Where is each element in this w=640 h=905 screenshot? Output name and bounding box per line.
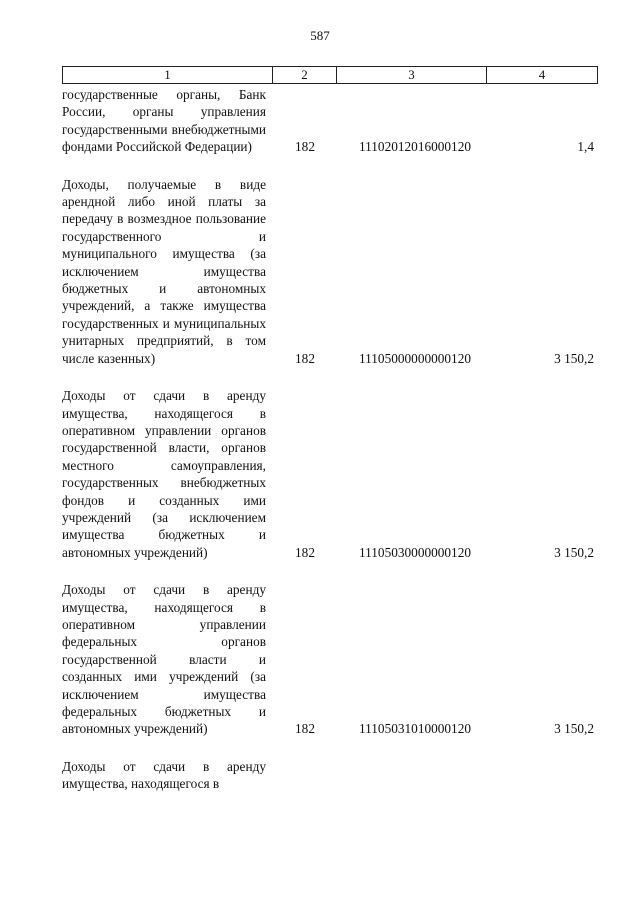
row-kbk-code: 11102012016000120 (358, 139, 472, 155)
row-description: Доходы от сдачи в аренду имущества, находящегося в оперативном управлении федеральных органов государственной власти и созданных ими учреждений (за исключением имущества федеральных бюджетных и автономных учреждений) (62, 582, 266, 737)
table-header (62, 66, 598, 84)
row-admin-code: 182 (295, 350, 315, 366)
row-amount: 1,4 (577, 139, 594, 155)
table-row (62, 176, 602, 367)
row-amount: 3 150,2 (554, 350, 594, 366)
row-kbk-code: 11105031010000120 (358, 721, 472, 737)
table-row (62, 581, 602, 738)
table-body (62, 86, 602, 813)
header-col-4: 4 (538, 67, 546, 82)
row-kbk-code: 11105000000000120 (358, 350, 472, 366)
row-admin-code: 182 (295, 721, 315, 737)
header-col-1: 1 (63, 67, 273, 83)
row-admin-code: 182 (295, 544, 315, 560)
header-col-2: 2 (273, 67, 337, 83)
row-admin-code: 182 (295, 139, 315, 155)
page-number: 587 (310, 28, 330, 43)
row-description: Доходы от сдачи в аренду имущества, находящегося в (62, 758, 266, 792)
header-col-3: 3 (337, 67, 487, 83)
row-amount: 3 150,2 (554, 721, 594, 737)
row-amount: 3 150,2 (554, 544, 594, 560)
row-kbk-code: 11105030000000120 (358, 544, 472, 560)
row-description: Доходы, получаемые в виде арендной либо иной платы за передачу в возмездное пользование государственного и муниципального имущества (за исключением имущества бюджетных и автономных учреждений, а также имущества государственных и муниципальных унитарных предприятий, в том числе казенных) (62, 176, 266, 366)
row-description: государственные органы, Банк России, органы управления государственными внебюджетными фондами Российской Федерации) (62, 87, 266, 155)
table-row (62, 86, 602, 156)
row-description: Доходы от сдачи в аренду имущества, находящегося в оперативном управлении органов государственной власти, органов местного самоуправления, государственных внебюджетных фондов и созданных ими учреждений (за исключением имущества бюджетных и автономных учреждений) (62, 388, 266, 560)
table-row (62, 758, 602, 793)
table-row (62, 387, 602, 561)
